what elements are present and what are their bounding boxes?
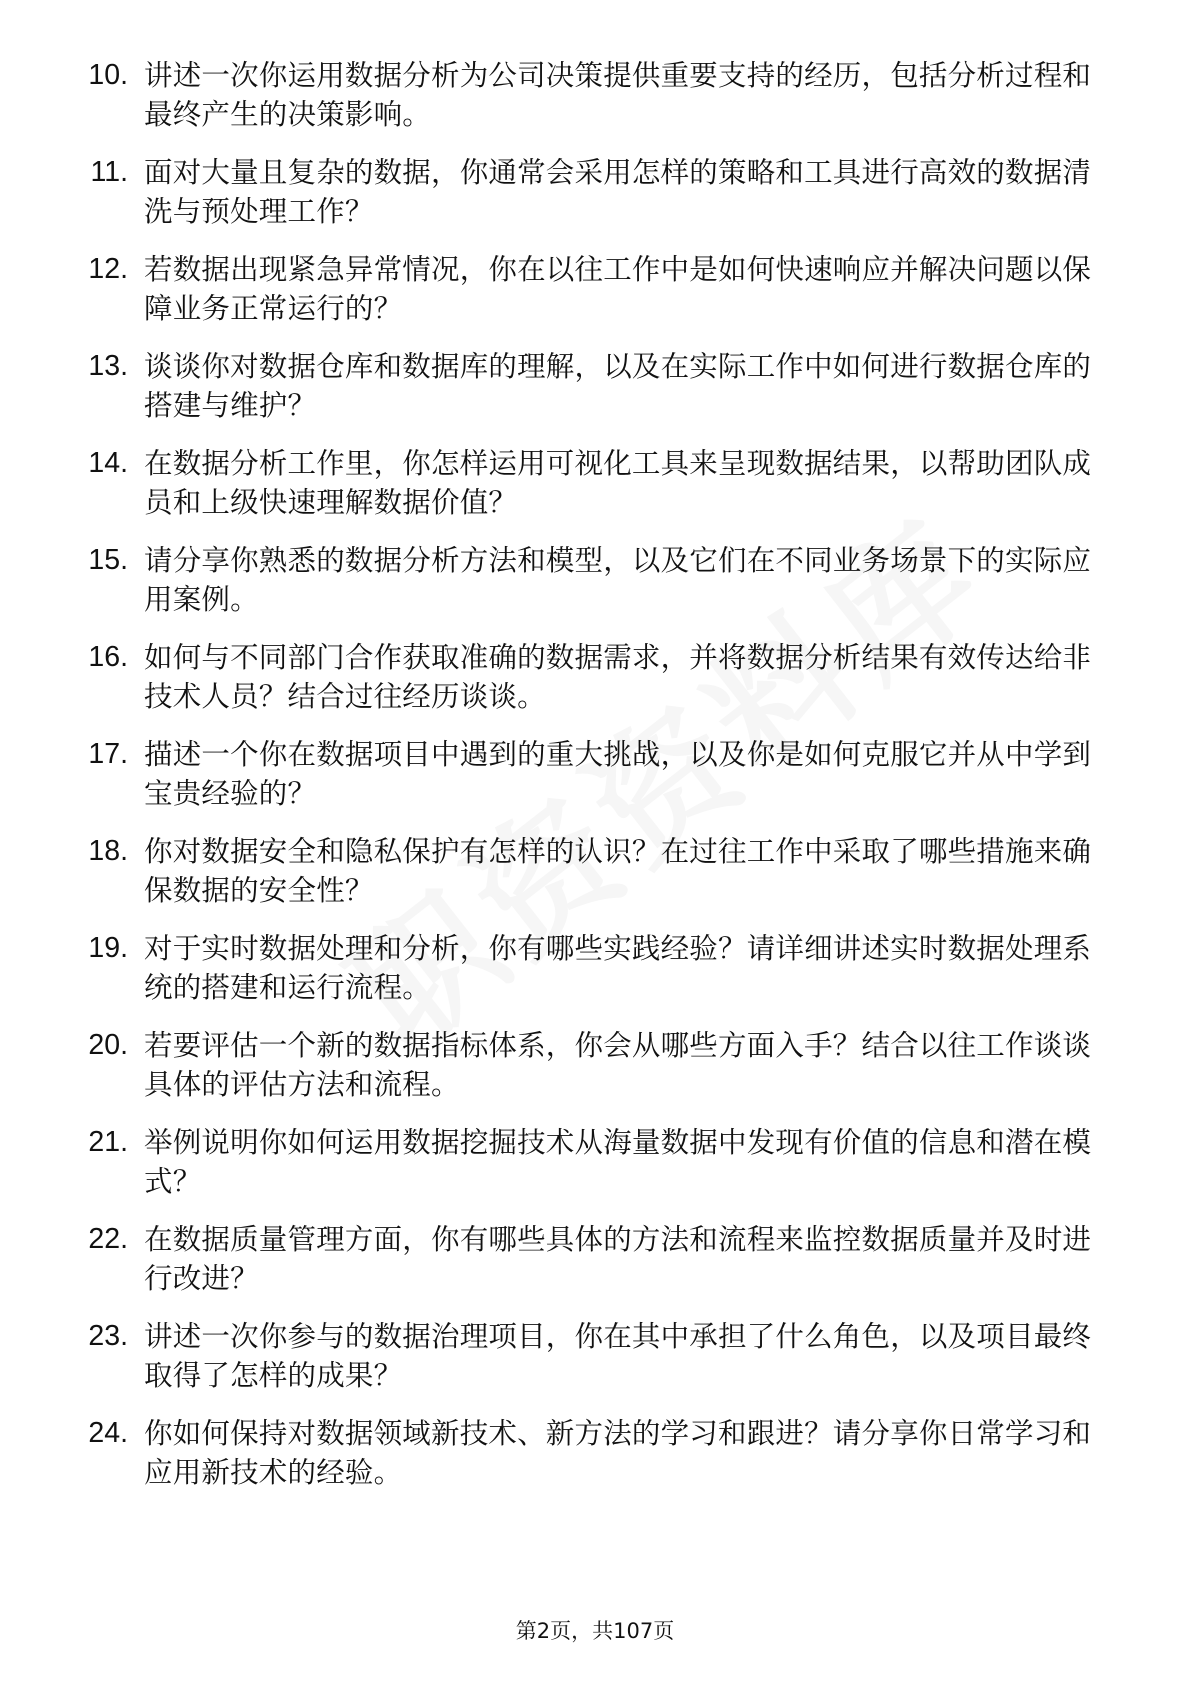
list-item [56, 541, 1106, 638]
question-number: 13. [88, 350, 128, 382]
list-item [56, 929, 1106, 1026]
question-number: 21. [88, 1126, 128, 1158]
question-text: 讲述一次你参与的数据治理项目，你在其中承担了什么角色，以及项目最终取得了怎样的成果？ [144, 1320, 1092, 1392]
list-item [56, 153, 1106, 250]
question-number: 14. [88, 447, 128, 479]
question-number: 19. [88, 932, 128, 964]
question-number: 23. [88, 1320, 128, 1352]
question-number: 10. [88, 59, 128, 91]
question-text: 面对大量且复杂的数据，你通常会采用怎样的策略和工具进行高效的数据清洗与预处理工作？ [144, 156, 1092, 228]
list-item [56, 1026, 1106, 1123]
question-text: 谈谈你对数据仓库和数据库的理解，以及在实际工作中如何进行数据仓库的搭建与维护？ [144, 350, 1092, 422]
question-text: 若要评估一个新的数据指标体系，你会从哪些方面入手？结合以往工作谈谈具体的评估方法和流程。 [144, 1029, 1092, 1101]
question-number: 15. [88, 544, 128, 576]
question-number: 12. [88, 253, 128, 285]
list-item [56, 347, 1106, 444]
question-text: 请分享你熟悉的数据分析方法和模型，以及它们在不同业务场景下的实际应用案例。 [144, 544, 1092, 616]
list-item [56, 1317, 1106, 1414]
list-item [56, 1123, 1106, 1220]
list-item [56, 638, 1106, 735]
question-text: 若数据出现紧急异常情况，你在以往工作中是如何快速响应并解决问题以保障业务正常运行的？ [144, 253, 1092, 325]
question-number: 11. [90, 156, 128, 188]
question-text: 你如何保持对数据领域新技术、新方法的学习和跟进？请分享你日常学习和应用新技术的经验。 [144, 1417, 1092, 1489]
question-list [56, 56, 1106, 1511]
question-number: 22. [88, 1223, 128, 1255]
question-number: 18. [88, 835, 128, 867]
question-text: 对于实时数据处理和分析，你有哪些实践经验？请详细讲述实时数据处理系统的搭建和运行流程。 [144, 932, 1092, 1004]
page-footer: 第2页，共107页 [515, 1619, 675, 1643]
question-text: 描述一个你在数据项目中遇到的重大挑战，以及你是如何克服它并从中学到宝贵经验的？ [144, 738, 1092, 810]
question-text: 举例说明你如何运用数据挖掘技术从海量数据中发现有价值的信息和潜在模式？ [144, 1126, 1092, 1198]
list-item [56, 56, 1106, 153]
question-text: 讲述一次你运用数据分析为公司决策提供重要支持的经历，包括分析过程和最终产生的决策影响。 [144, 59, 1092, 131]
list-item [56, 1220, 1106, 1317]
list-item [56, 735, 1106, 832]
question-text: 在数据质量管理方面，你有哪些具体的方法和流程来监控数据质量并及时进行改进？ [144, 1223, 1092, 1295]
list-item [56, 832, 1106, 929]
question-text: 在数据分析工作里，你怎样运用可视化工具来呈现数据结果，以帮助团队成员和上级快速理解数据价值？ [144, 447, 1092, 519]
question-text: 如何与不同部门合作获取准确的数据需求，并将数据分析结果有效传达给非技术人员？结合过往经历谈谈。 [144, 641, 1092, 713]
question-number: 24. [88, 1417, 128, 1449]
question-number: 20. [88, 1029, 128, 1061]
question-number: 17. [88, 738, 128, 770]
list-item [56, 1414, 1106, 1511]
question-number: 16. [88, 641, 128, 673]
list-item [56, 444, 1106, 541]
list-item [56, 250, 1106, 347]
question-text: 你对数据安全和隐私保护有怎样的认识？在过往工作中采取了哪些措施来确保数据的安全性？ [144, 835, 1092, 907]
